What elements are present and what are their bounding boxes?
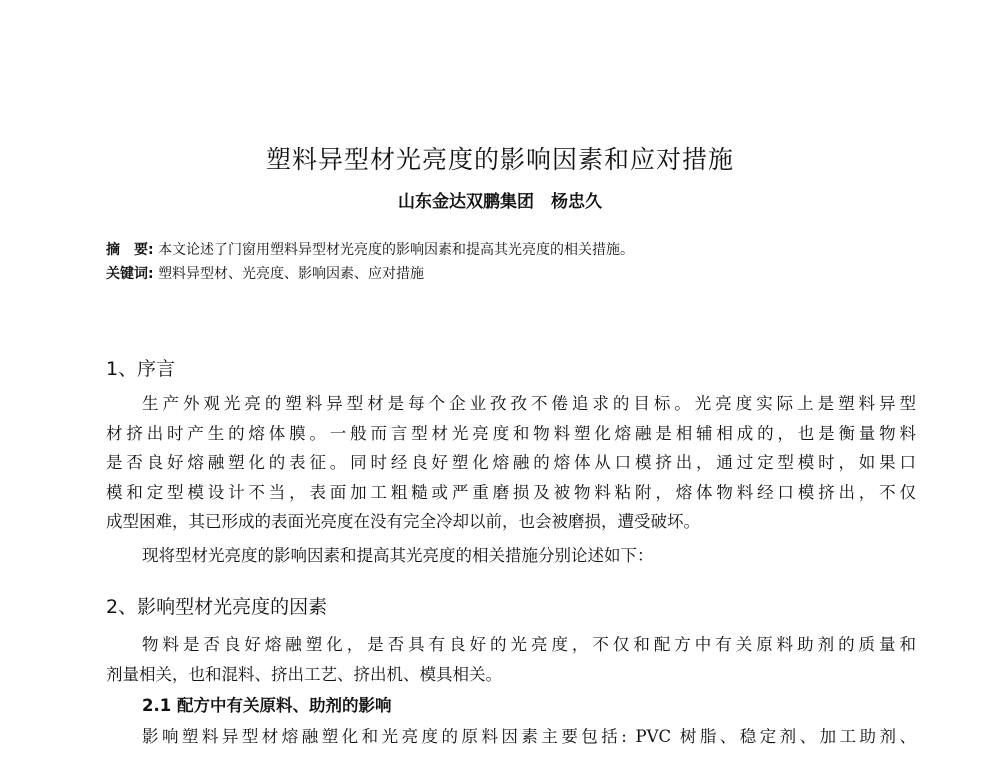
subsection-heading: 2.1 配方中有关原料、助剂的影响 bbox=[142, 696, 392, 715]
intro-paragraph-1 bbox=[106, 389, 916, 537]
paragraph-line: 剂量相关，也和混料、挤出工艺、挤出机、模具相关。 bbox=[106, 664, 502, 684]
section-heading-factors: 2、影响型材光亮度的因素 bbox=[106, 596, 328, 618]
paper-title: 塑料异型材光亮度的影响因素和应对措施 bbox=[265, 145, 734, 174]
abstract bbox=[106, 239, 634, 259]
paragraph-line: 模和定型模设计不当，表面加工粗糙或严重磨损及被物料粘附，熔体物料经口模挤出，不仅 bbox=[106, 482, 916, 502]
paragraph-line: 生产外观光亮的塑料异型材是每个企业孜孜不倦追求的目标。光亮度实际上是塑料异型 bbox=[142, 394, 916, 413]
factors-paragraph-1 bbox=[106, 630, 916, 689]
keywords bbox=[106, 263, 424, 283]
cut-off-next-line bbox=[106, 752, 336, 760]
paragraph-line: 材挤出时产生的熔体膜。一般而言型材光亮度和物料塑化熔融是相辅相成的，也是衡量物料 bbox=[106, 423, 916, 443]
paragraph-line: 现将型材光亮度的影响因素和提高其光亮度的相关措施分别论述如下： bbox=[142, 546, 654, 565]
abstract-text: 本文论述了门窗用塑料异型材光亮度的影响因素和提高其光亮度的相关措施。 bbox=[158, 242, 635, 258]
abstract-label: 摘 要: bbox=[106, 242, 154, 258]
factors-paragraph-2 bbox=[106, 722, 916, 752]
paragraph-line: 物料是否良好熔融塑化，是否具有良好的光亮度，不仅和配方中有关原料助剂的质量和 bbox=[142, 635, 916, 654]
paragraph-line: 是否良好熔融塑化的表征。同时经良好塑化熔融的熔体从口模挤出，通过定型模时，如果口 bbox=[106, 453, 916, 473]
keywords-text: 塑料异型材、光亮度、影响因素、应对措施 bbox=[158, 266, 425, 282]
paragraph-line: 影响塑料异型材熔融塑化和光亮度的原料因素主要包括: PVC 树脂、稳定剂、加工助剂、 bbox=[142, 727, 916, 746]
cut-off-line-glyphs bbox=[106, 752, 336, 760]
intro-paragraph-2 bbox=[106, 541, 916, 571]
author-line: 山东金达双鹏集团 杨忠久 bbox=[398, 192, 602, 212]
section-heading-intro: 1、序言 bbox=[106, 358, 176, 380]
keywords-label: 关键词: bbox=[106, 266, 154, 282]
paragraph-line: 成型困难，其已形成的表面光亮度在没有完全冷却以前，也会被磨损，遭受破坏。 bbox=[106, 512, 700, 532]
